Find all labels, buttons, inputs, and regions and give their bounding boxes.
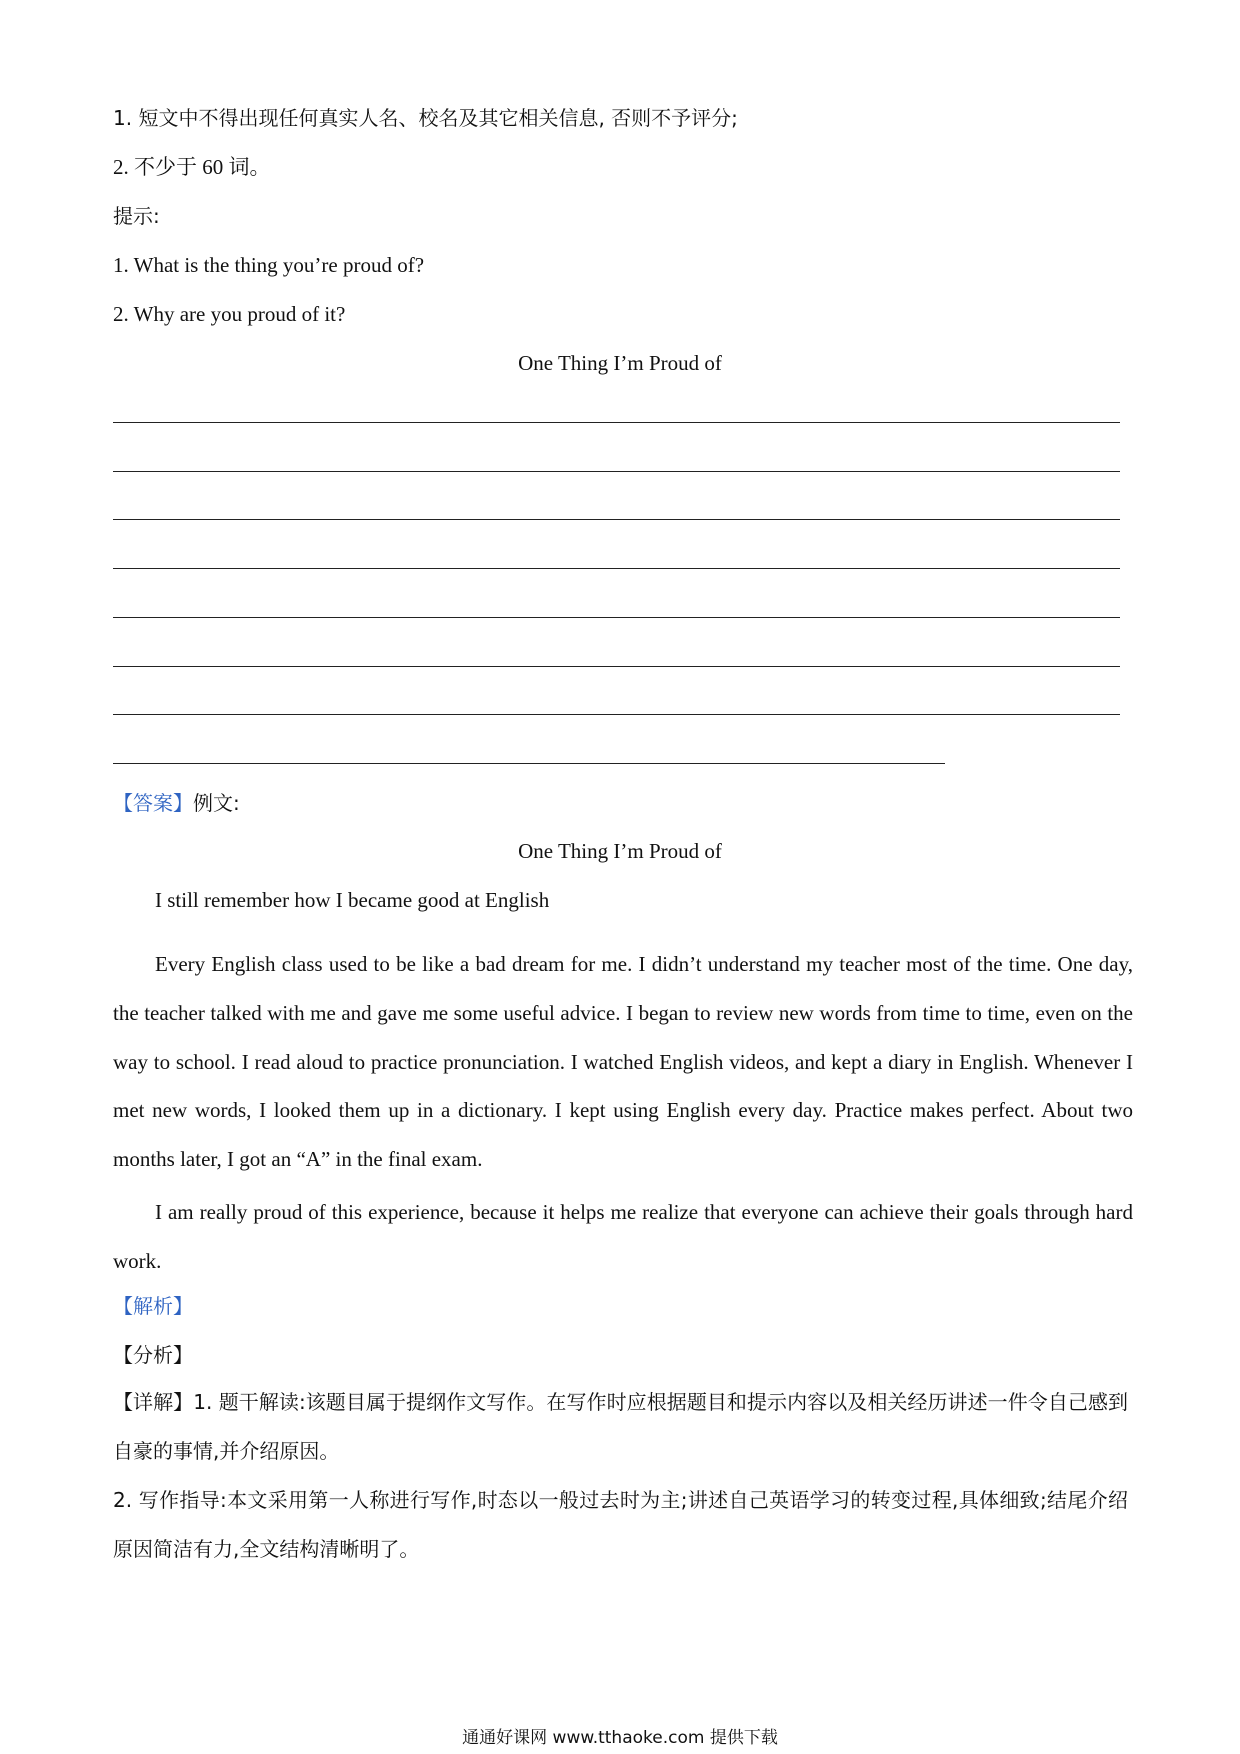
writing-line (113, 714, 1120, 715)
answer-paragraph-2-text: I am really proud of this experience, because it helps me realize that everyone can achieve their goals through hard work. (113, 1200, 1133, 1273)
tip-2: 2. Why are you proud of it? (113, 302, 346, 326)
writing-line (113, 471, 1120, 472)
writing-line (113, 422, 1120, 423)
tips-label: 提示: (113, 204, 160, 228)
answer-label: 【答案】 (113, 791, 193, 815)
task-title: One Thing I’m Proud of (518, 351, 722, 375)
requirement-2: 2. 不少于 60 词。 (113, 155, 271, 179)
answer-heading (113, 789, 240, 817)
analysis-label: 【解析】 (113, 1294, 193, 1318)
answer-title: One Thing I’m Proud of (518, 839, 722, 863)
answer-paragraph-1-text: Every English class used to be like a bad dream for me. I didn’t understand my teacher most of the time. One day, the teacher talked with me and gave me some useful advice. I began to review new words from time to time, even on the way to school. I read aloud to practice pronunciation. I watched English videos, and kept a diary in English. Whenever I met new words, I looked them up in a dictionary. I kept using English every day. Practice makes perfect. About two months later, I got an “A” in the final exam. (113, 952, 1133, 1172)
writing-line (113, 519, 1120, 520)
detail-point-1-text: 1. 题干解读:该题目属于提纲作文写作。在写作时应根据题目和提示内容以及相关经历讲述一件令自己感到自豪的事情,并介绍原因。 (113, 1390, 1128, 1463)
writing-line (113, 568, 1120, 569)
writing-line (113, 763, 945, 764)
tip-1: 1. What is the thing you’re proud of? (113, 253, 425, 277)
answer-opening: I still remember how I became good at English (155, 888, 550, 912)
detail-point-1 (113, 1378, 1128, 1476)
requirement-1: 1. 短文中不得出现任何真实人名、校名及其它相关信息, 否则不予评分; (113, 106, 738, 130)
writing-line (113, 617, 1120, 618)
detail-point-2: 2. 写作指导:本文采用第一人称进行写作,时态以一般过去时为主;讲述自己英语学习的转变过程,具体细致;结尾介绍原因简洁有力,全文结构清晰明了。 (113, 1488, 1128, 1561)
answer-label-suffix: 例文: (193, 791, 240, 815)
answer-paragraph-1 (113, 940, 1133, 1184)
fenxi-label: 【分析】 (113, 1343, 193, 1367)
writing-line (113, 666, 1120, 667)
xiangjie-label: 【详解】 (113, 1390, 194, 1414)
answer-paragraph-2 (113, 1188, 1133, 1286)
page-footer: 通通好课网 www.tthaoke.com 提供下载 (462, 1728, 778, 1748)
